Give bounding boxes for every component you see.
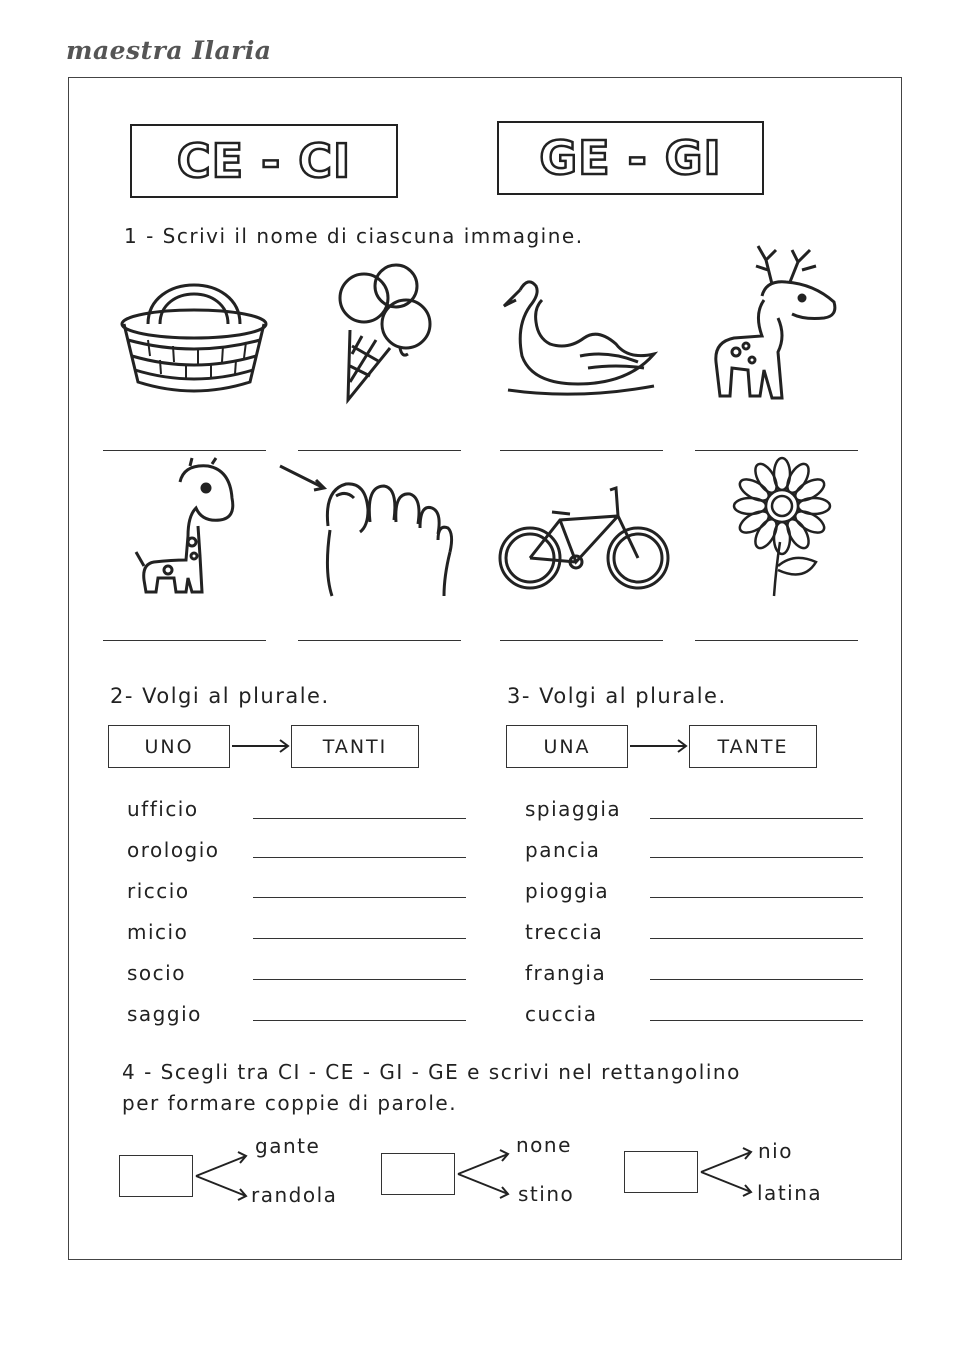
fork-arrow-icon: [458, 1144, 512, 1204]
ex1-instruction: 1 - Scrivi il nome di ciascuna immagine.: [124, 224, 584, 248]
ex3-to-box: TANTE: [689, 725, 817, 768]
ex2-to-box: TANTI: [291, 725, 419, 768]
title-ce-ci: [130, 124, 398, 198]
ex2-word: socio: [127, 961, 186, 985]
giraffe-icon: [132, 456, 242, 596]
arrow-right-icon: [630, 738, 688, 754]
answer-line[interactable]: [253, 938, 466, 939]
ex3-from-box: UNA: [506, 725, 628, 768]
ex2-word: micio: [127, 920, 189, 944]
answer-line[interactable]: [650, 979, 863, 980]
answer-line[interactable]: [253, 979, 466, 980]
ex3-word: pioggia: [525, 879, 610, 903]
ex2-title: 2- Volgi al plurale.: [110, 684, 330, 708]
answer-line[interactable]: [253, 818, 466, 819]
pair-bottom-word: randola: [251, 1183, 338, 1207]
brand-logo: maestra Ilaria: [66, 36, 272, 65]
bicycle-icon: [498, 486, 672, 598]
answer-line[interactable]: [103, 640, 266, 641]
syllable-box[interactable]: [624, 1151, 698, 1193]
ex2-word: saggio: [127, 1002, 202, 1026]
answer-line[interactable]: [695, 640, 858, 641]
answer-line[interactable]: [695, 450, 858, 451]
title-ge-gi-text: GE - GI: [539, 131, 722, 185]
pair-bottom-word: stino: [518, 1182, 575, 1206]
fork-arrow-icon: [701, 1142, 755, 1202]
pair-top-word: gante: [255, 1134, 321, 1158]
ex2-word: ufficio: [127, 797, 199, 821]
answer-line[interactable]: [253, 857, 466, 858]
sunflower-icon: [734, 458, 838, 598]
answer-line[interactable]: [253, 1020, 466, 1021]
answer-line[interactable]: [650, 938, 863, 939]
ex3-word: frangia: [525, 961, 607, 985]
pair-top-word: none: [516, 1133, 572, 1157]
ex3-word: spiaggia: [525, 797, 622, 821]
ex2-word: orologio: [127, 838, 220, 862]
toe-icon: [276, 462, 456, 598]
ex2-from-box: UNO: [108, 725, 230, 768]
answer-line[interactable]: [253, 897, 466, 898]
ex3-word: cuccia: [525, 1002, 598, 1026]
title-ge-gi: [497, 121, 764, 195]
answer-line[interactable]: [103, 450, 266, 451]
answer-line[interactable]: [650, 857, 863, 858]
swan-icon: [498, 272, 658, 402]
deer-icon: [706, 240, 842, 402]
ex2-word: riccio: [127, 879, 190, 903]
basket-icon: [118, 262, 270, 402]
syllable-box[interactable]: [119, 1155, 193, 1197]
arrow-right-icon: [232, 738, 290, 754]
ex4-instruction-line2: per formare coppie di parole.: [122, 1091, 458, 1115]
pair-top-word: nio: [758, 1139, 793, 1163]
answer-line[interactable]: [650, 897, 863, 898]
answer-line[interactable]: [650, 818, 863, 819]
answer-line[interactable]: [650, 1020, 863, 1021]
title-ce-ci-text: CE - CI: [176, 134, 352, 188]
ex3-title: 3- Volgi al plurale.: [507, 684, 727, 708]
fork-arrow-icon: [196, 1146, 250, 1206]
ex3-word: pancia: [525, 838, 601, 862]
ice-cream-icon: [330, 262, 440, 402]
ex3-word: treccia: [525, 920, 604, 944]
answer-line[interactable]: [298, 450, 461, 451]
syllable-box[interactable]: [381, 1153, 455, 1195]
ex4-instruction-line1: 4 - Scegli tra CI - CE - GI - GE e scrivi nel rettangolino: [122, 1060, 741, 1084]
answer-line[interactable]: [500, 640, 663, 641]
answer-line[interactable]: [298, 640, 461, 641]
pair-bottom-word: latina: [757, 1181, 823, 1205]
answer-line[interactable]: [500, 450, 663, 451]
